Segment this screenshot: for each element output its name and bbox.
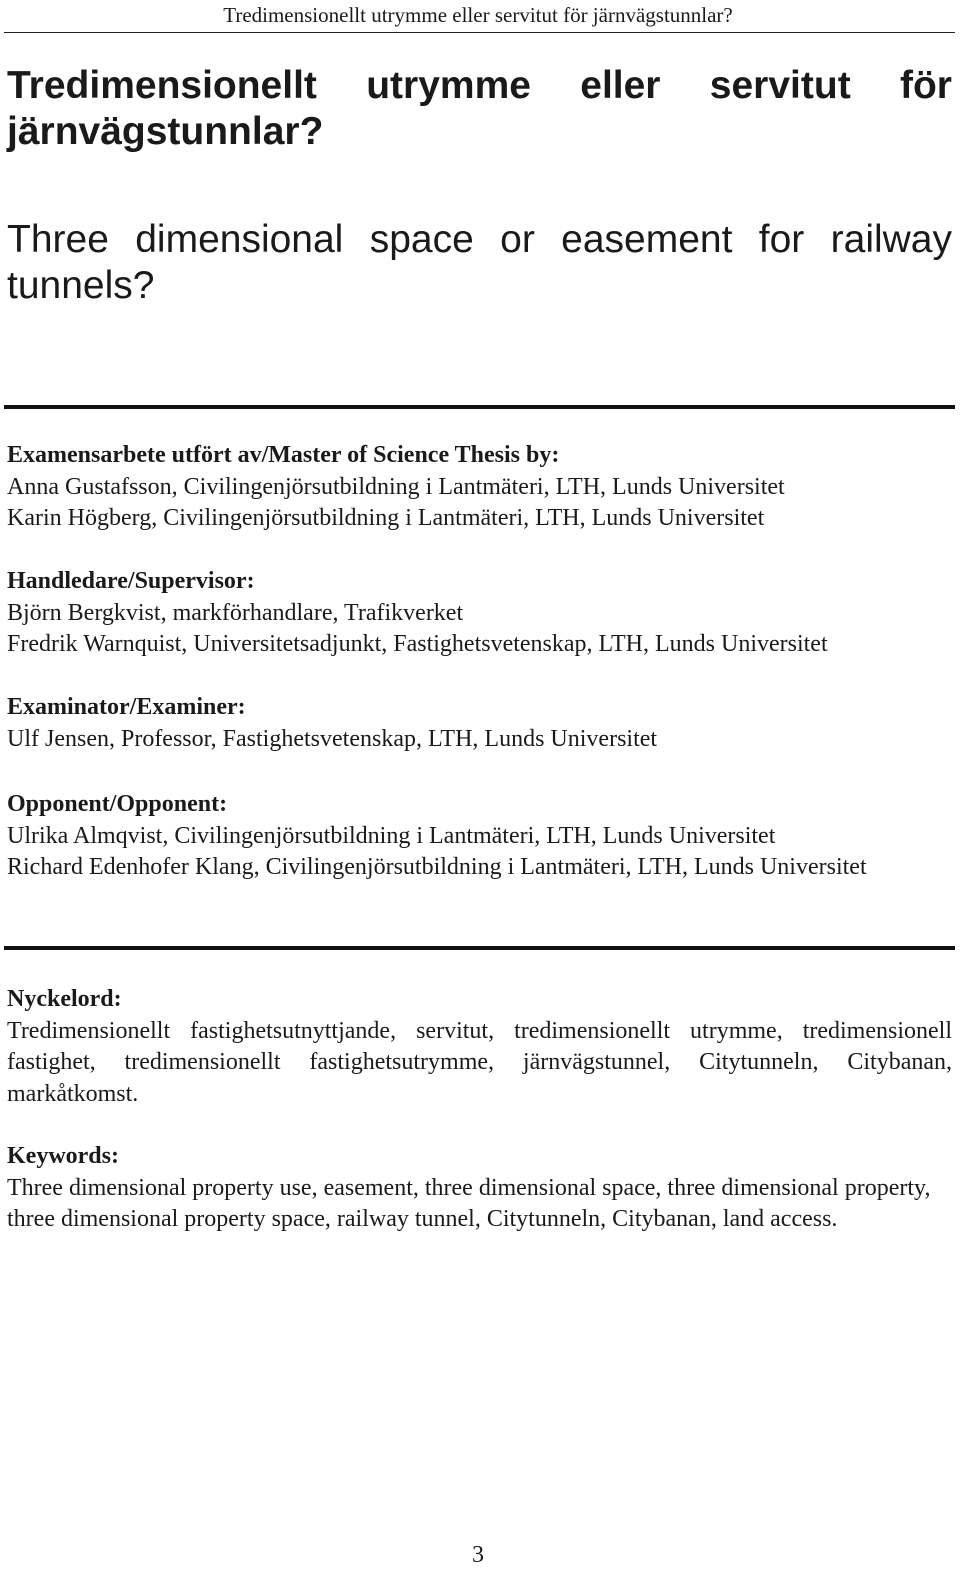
supervisor-line: Fredrik Warnquist, Universitetsadjunkt, Fastighetsvetenskap, LTH, Lunds Universitet <box>7 631 828 657</box>
header-rule <box>4 32 955 33</box>
opponent-line: Richard Edenhofer Klang, Civilingenjörsutbildning i Lantmäteri, LTH, Lunds Universitet <box>7 854 867 880</box>
examiner-line: Ulf Jensen, Professor, Fastighetsvetenskap, LTH, Lunds Universitet <box>7 725 658 752</box>
supervisors-heading: Handledare/Supervisor: <box>7 568 255 594</box>
keywords-text: Three dimensional property use, easement, three dimensional space, three dimensional property, three dimensional property space, railway tunnel, Citytunneln, Citybanan, land access. <box>7 1174 931 1232</box>
author-line: Anna Gustafsson, Civilingenjörsutbildning i Lantmäteri, LTH, Lunds Universitet <box>7 473 785 500</box>
section-divider-top <box>4 405 955 409</box>
title-swedish: Tredimensionellt utrymme eller servitut för järnvägstunnlar? <box>7 64 952 153</box>
nyckelord-text: Tredimensionellt fastighetsutnyttjande, servitut, tredimensionellt utrymme, tredimensionell fastighet, tredimensionellt fastighetsutrymme, järnvägstunnel, Citytunneln, Citybanan, markåtkomst. <box>7 1017 952 1107</box>
keywords-section <box>7 1141 952 1236</box>
author-line: Karin Högberg, Civilingenjörsutbildning i Lantmäteri, LTH, Lunds Universitet <box>7 505 765 531</box>
opponents-section <box>7 789 952 884</box>
nyckelord-section <box>7 984 952 1110</box>
examiner-section <box>7 692 952 755</box>
page-number: 3 <box>472 1542 484 1568</box>
keywords-heading: Keywords: <box>7 1143 119 1169</box>
running-header: Tredimensionellt utrymme eller servitut för järnvägstunnlar? <box>223 3 733 27</box>
supervisors-section <box>7 566 952 661</box>
examiner-heading: Examinator/Examiner: <box>7 694 246 720</box>
authors-section <box>7 440 952 535</box>
title-english: Three dimensional space or easement for railway tunnels? <box>7 218 952 307</box>
opponents-heading: Opponent/Opponent: <box>7 791 228 817</box>
nyckelord-heading: Nyckelord: <box>7 986 122 1012</box>
authors-heading: Examensarbete utfört av/Master of Science Thesis by: <box>7 442 560 468</box>
section-divider-bottom <box>4 946 955 950</box>
opponent-line: Ulrika Almqvist, Civilingenjörsutbildning i Lantmäteri, LTH, Lunds Universitet <box>7 822 776 849</box>
supervisor-line: Björn Bergkvist, markförhandlare, Trafikverket <box>7 599 464 626</box>
